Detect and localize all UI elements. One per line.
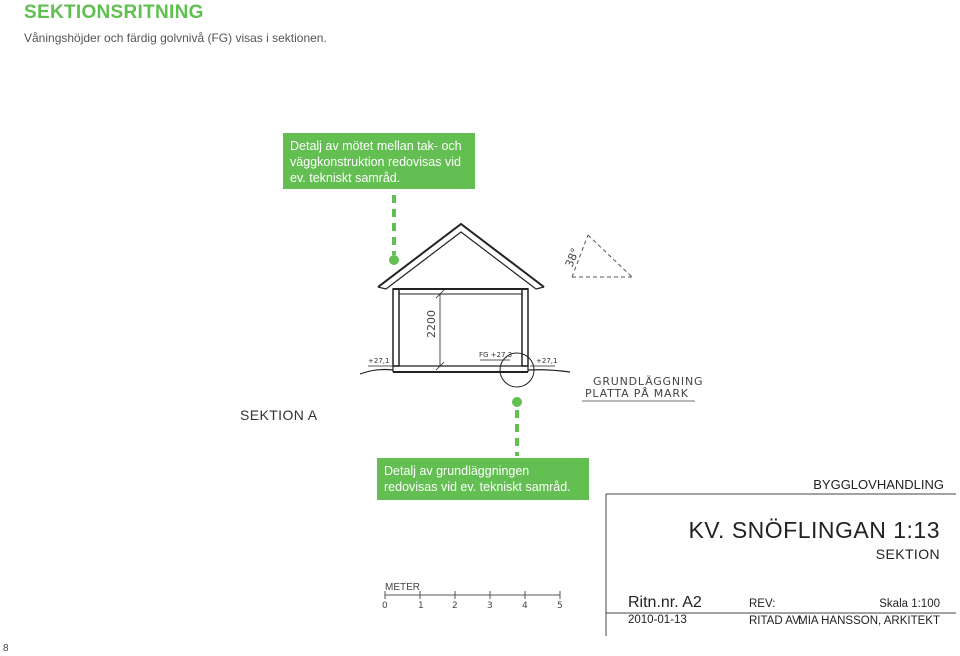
scale-tick-4: 4 xyxy=(522,601,528,611)
drawing-type: SEKTION xyxy=(875,546,940,562)
drawing-number: Ritn.nr. A2 xyxy=(628,594,702,611)
level-right-label: +27,1 xyxy=(536,357,558,365)
roof-slope-indicator xyxy=(572,235,632,277)
page-title: SEKTIONSRITNING xyxy=(24,2,204,23)
drawing-date: 2010-01-13 xyxy=(628,614,687,626)
section-label: SEKTION A xyxy=(240,407,318,423)
scale-tick-1: 1 xyxy=(418,601,424,611)
bottom-note-leader-dot xyxy=(512,397,522,407)
level-left-label: +27,1 xyxy=(368,357,390,365)
foundation-label-line2: PLATTA PÅ MARK xyxy=(585,387,689,400)
revision-label: REV: xyxy=(749,598,776,610)
top-note-leader-dot xyxy=(389,255,399,265)
roof-angle-label: 38° xyxy=(562,246,583,270)
status-label: BYGGLOVHANDLING xyxy=(813,477,944,492)
scale-tick-3: 3 xyxy=(487,601,493,611)
foundation-detail-note: Detalj av grundläggningen redovisas vid ev. tekniskt samråd. xyxy=(377,458,589,500)
drawn-by-label: RITAD AV: xyxy=(749,615,803,627)
drawn-by-name: MIA HANSSON, ARKITEKT xyxy=(798,615,940,627)
page-subtitle: Våningshöjder och färdig golvnivå (FG) visas i sektionen. xyxy=(24,31,327,45)
scale-tick-0: 0 xyxy=(382,601,388,611)
scale-value: Skala 1:100 xyxy=(879,598,940,610)
page-number: 8 xyxy=(3,643,9,654)
level-fg-label: FG +27,3 xyxy=(479,351,513,359)
foundation-label-line1: GRUNDLÄGGNING xyxy=(593,375,704,388)
scale-bar-label: METER xyxy=(385,582,420,593)
height-dimension-label: 2200 xyxy=(425,310,438,338)
scale-tick-2: 2 xyxy=(452,601,458,611)
project-title: KV. SNÖFLINGAN 1:13 xyxy=(688,517,940,543)
roof-wall-detail-note: Detalj av mötet mellan tak- och väggkonstruktion redovisas vid ev. tekniskt samråd. xyxy=(283,133,475,189)
scale-tick-5: 5 xyxy=(557,601,563,611)
